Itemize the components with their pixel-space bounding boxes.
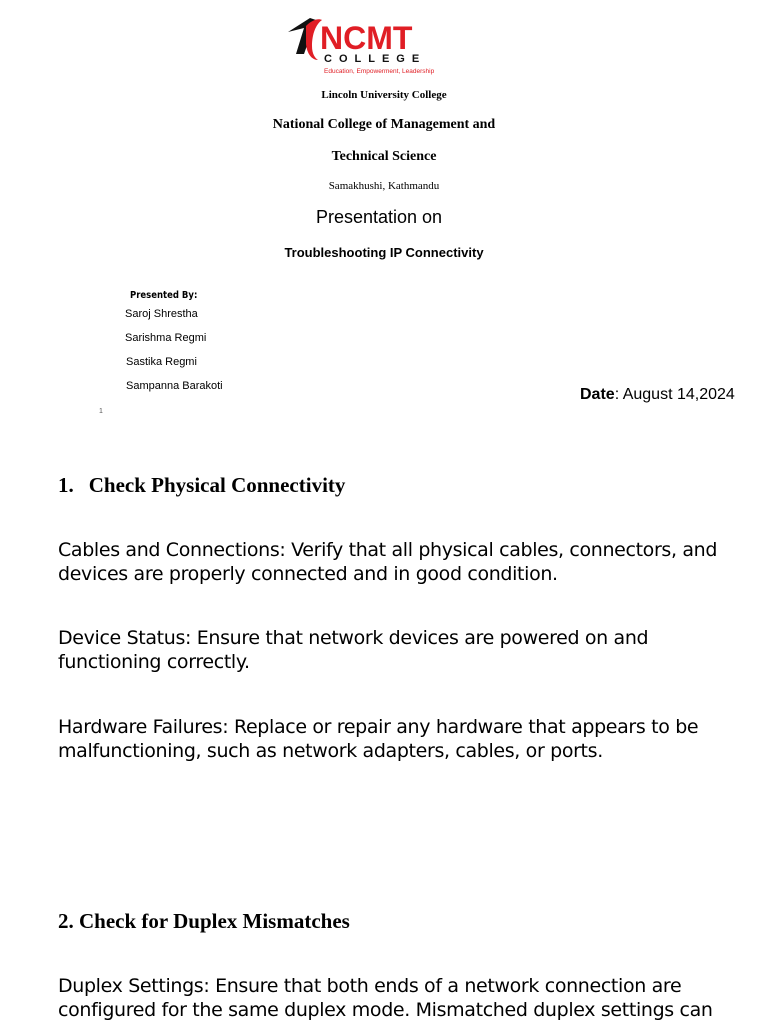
- logo-tagline: Education, Empowerment, Leadership: [324, 68, 435, 75]
- paragraph: Device Status: Ensure that network devices are powered on and functioning correctly.: [58, 627, 649, 673]
- footnote-marker: 1: [99, 408, 103, 415]
- logo-wordmark: NCMT: [320, 20, 413, 56]
- logo-subtitle: COLLEGE: [324, 53, 427, 65]
- ncmt-college-logo: [282, 14, 462, 78]
- university-name: Lincoln University College: [321, 89, 447, 101]
- date-label: Date: [580, 386, 615, 403]
- presenter-name: Sampanna Barakoti: [126, 380, 223, 392]
- section-title: Check Physical Connectivity: [88, 473, 346, 497]
- paragraph: Duplex Settings: Ensure that both ends of a network connection are configured for the same duplex mode. Mismatched duplex settings can: [58, 975, 713, 1021]
- presenter-name: Saroj Shrestha: [125, 308, 198, 320]
- presentation-date: [580, 386, 735, 404]
- section-heading: [58, 473, 345, 498]
- college-name-line1: National College of Management and: [272, 117, 496, 132]
- college-name-line2: Technical Science: [331, 149, 437, 164]
- date-value: : August 14,2024: [614, 386, 735, 403]
- paragraph: Cables and Connections: Verify that all physical cables, connectors, and devices are properly connected and in good condition.: [58, 539, 718, 585]
- presenter-name: Sastika Regmi: [126, 356, 197, 368]
- presentation-on-label: Presentation on: [315, 207, 443, 227]
- college-address: Samakhushi, Kathmandu: [328, 180, 440, 192]
- section-number: 1.: [58, 473, 74, 497]
- presentation-topic: Troubleshooting IP Connectivity: [284, 245, 484, 260]
- presenter-name: Sarishma Regmi: [125, 332, 207, 344]
- paragraph: Hardware Failures: Replace or repair any hardware that appears to be malfunctioning, such as network adapters, cables, or ports.: [58, 716, 699, 762]
- presented-by-label: Presented By:: [130, 290, 198, 301]
- section-heading: 2. Check for Duplex Mismatches: [58, 909, 350, 933]
